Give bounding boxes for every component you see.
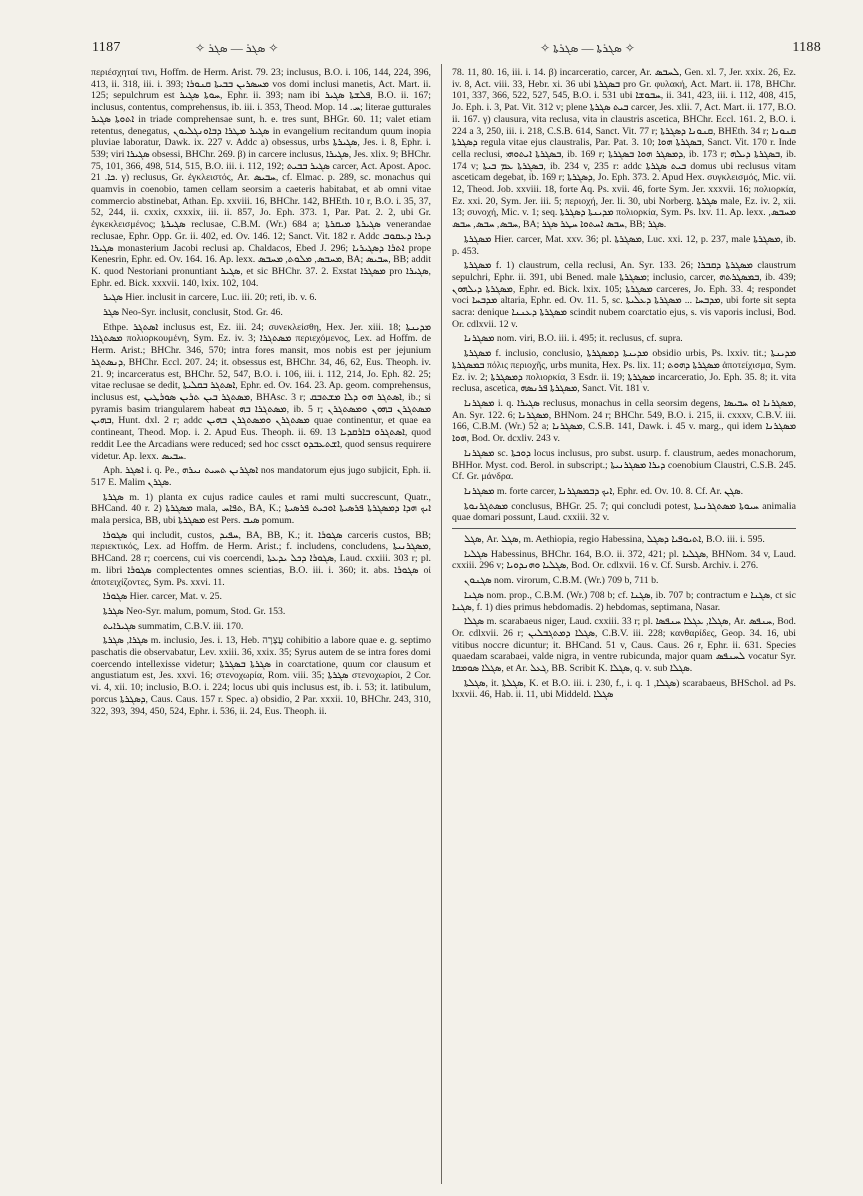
entry-paragraph: ܣܓܪܐ, ܣܓܪܬܐ m. inclusio, Jes. i. 13, Heb. עֲצָרָה cohibitio a labore quae e. g. septimo paschatis die observabatur, Lev. xxiii. 36, xxix. 35; Syrus autem de se intra fores domi coercendo intellexisse videtur; ܣܓܪܬܐ ܒܣܓܪܬܐ in coarctatione, quum cor clausum et angustiatum est, Jes. xxvi. 16; στενοχωρία, Rom. viii. 35; ܣܓܪܬܐ στενοχωρίοι, 2 Cor. vi. 4, xii. 10; inclusio, B.O. i. 224; locus ubi quis inclusus est, ib. i. 53; it. latibulum, porcus ܕܣܓܪܬܐ, Caus. Caus. 157 r. Spec. a) obsidio, 2 Par. xxxii. 10, BHChr. 243, 310, 322, 393, 394, 450, 524, Ephr. i. 536, ii. 24, Eus. Theoph. ii. bbox=[91, 635, 431, 717]
entry-paragraph: Ethpe. ܐܣܬܓܪ inclusus est, Ez. iii. 24; συνεκλείσθη, Hex. Jer. xiii. 18; ܡܕܝܢܬܐ ܡܣܬܓܪܐ πολιορκουμένη, Sym. Ez. iv. 3; ܡܣܬܓܪܐ περιεχόμενος, Lex. ad Hoffm. de Herm. Arist.; BHChr. 346, 570; intra fores mansit, mos nobis est per jejunium ܕܢܣܬܓܪ, BHChr. Eccl. 207. 24; it. obsessus est, BHChr. 34, 46, 62, Eus. Theoph. iv. 21. 9; incarceratus est, BHChr. 52, 547, B.O. i. 106, iii. i. 112, 214, Jo. Eph. 82. 25; vitae reclusae se dedit, ܐܣܬܓܪ ܒܩܠܝܬܐ, Ephr. ed. Ov. 164. 23. Ap. geom. comprehensus, inclusus est, ܡܣܬܓܪ ܒܝܢ ܬܪܝܢ ܣܘܪܛܝܢ, BHAsc. 3 r; ܐܣܬܓܪ ܗܘ ܕܠܐ ܡܫܬܒܩ, ib.; si pyramis basim triangularem habeat ܡܣܬܓܪܐ ܒܗ, ib. 5 r; ܡܣܬܓܪܢ ܒܗܘܢ ܘܡܣܬܓܪܢ ܒܗܝܢ, Hunt. dxl. 2 r; addc ܡܣܬܓܪܢ ܘܡܣܬܓܪܢ ܒܗܝܢ quae continentur, et quae ea contineant, Theod. Mop. i. 2. Apud Eus. Theoph. ii. 69. 13 ܐܣܬܓܪܘ ܒܐܪܩܕܝܐ, quod reddit Lee the Arcadians were reduced; sed hoc cssct ܐܫܬܥܒܕܘ, quod sensus requirere videtur. Ap. lexx. ܚܒܝܣ. bbox=[91, 321, 431, 462]
entry-paragraph: ܣܓܝܪ Hier. inclusit in carcere, Luc. iii. 20; reti, ib. v. 6. bbox=[103, 292, 317, 304]
entry-paragraph: ܡܣܓܪܢܐ m. forte carcer, ܐܝܟ ܕܒܡܣܓܪܢܐ, Ephr. ed. Ov. 10. 8. Cf. Ar. ܣܓܢ. bbox=[464, 485, 744, 497]
entry-paragraph: ܣܓܢܘܢ nom. virorum, C.B.M. (Wr.) 709 b, 711 b. bbox=[464, 575, 659, 587]
entry-paragraph: ܣܓܘܪܐ Hier. carcer, Mat. v. 25. bbox=[103, 591, 222, 603]
section-rule bbox=[452, 528, 796, 529]
entry-paragraph: ܣܓܪ Neo-Syr. inclusit, conclusit, Stod. Gr. 46. bbox=[103, 307, 283, 319]
entry-paragraph: 78. 11, 80. 16, iii. i. 14. β) incarceratio, carcer, Ar. ܠܚܒܣ, Gen. xl. 7, Jer. xxix. 26, Ez. iv. 8, Act. viii. 33, Hebr. xi. 36 ubi ܒܣܓܪܬܐ pro Gr. φυλακή, Act. Mart. ii. 178, BHChr. 101, 337, 366, 522, 527, 545, B.O. i. 531 ubi ܚܒܘܫܐ, ii. 341, 423, iii. i. 112, 408, 415, Jo. Eph. i. 3, Pat. Vit. 312 v; plene ܒܝܬ ܣܓܪܬܐ carcer, Jes. xlii. 7, Act. Mart. ii. 177, B.O. ii. 167. γ) clausura, vita reclusa, vita in claustris ascetica, BHChr. Eccl. 161. 2, B.O. i. 224 a 3, 250, iii. i. 218, C.S.B. 614, Sanct. Vit. 77 r; ܩܢܘܢܐ ܕܣܓܪܬܐ, BHEth. 34 r; ܩܢܘܢܐ ܕܣܓܪܬܐ regula vitae ejus claustralis, Par. Pat. 3. 10; ܒܣܓܪܬܐ ܗܘܐ, Sanct. Vit. 170 r. Inde cella reclusi, ܒܣܓܪܬܐ ܐܝܬܘܗܝ, ib. 169 r; ܕܡܣܓܪ ܗܘܐ ܒܣܓܪܬܐ, ib. 173 r; ܒܣܓܪܬܐ ܕܝܠܗ, ib. 174 v; ܒܣܓܪܬܐ ܥܡ ܒܝܬܐ, ib. 234 v, 235 r: addc ܒܝܬ ܣܓܪܬܐ domus ubi reclusus vitam asceticam degebat, ib. 169 r; ܕܣܓܪܬܐ, Jo. Eph. 373. 2. Apud Hex. συγκλεισμός, Mic. vii. 12, Theod. Job. xxviii. 18, forte Aq. Ps. xvii. 46, forte Sym. Jer. xxxvii. 16; πολιορκία, Ez. xxi. 20, Sym. Jer. iii. 5; περιοχή, Jer. li. 30, ubi Norberg. ܣܓܪܬܐ male, Ez. iv. 2, xii. 13; συνοχή, Mic. v. 1; seq. ܡܕܝܢܬܐ ܕܣܓܪܬܐ πολιορκία, Sym. Ps. lxv. 11. Ap. lexx. ܡܚܒܣ, ܚܒܣ, ܚܒܣ, ܚܒܣ, BA; ܚܒܣ ܐܚܬܘܐ ܚܛܪ ܣܓܪ, BB; ܣܓܪ. bbox=[452, 67, 796, 231]
running-headword-right: ✧ ܣܓܪܬܐ — ܣܓܪܬܐ ✧ bbox=[540, 41, 635, 55]
entry-paragraph: περιέσχηταί τινι, Hoffm. de Herm. Arist. 79. 23; inclusus, B.O. i. 106, 144, 224, 396, 413, ii. 318, iii. i. 393; ܡܚܣܪܝܢ ܒܒܝܬܐ ܩܢܘܪܐ vos domi inclusi manetis, Act. Mart. ii. 125; sepulchrum est ܚܘܬܐ ܣܓܝܪ, Ephr. ii. 393; nam ibi ܦܠܫܬܐ ܣܓܝܪ, B.O. ii. 167; inclusus, contentus, comprehensus, ib. iii. i. 353, Theod. Mop. ܚ. 14; literae gutturales ܐܬܘܬܐ ܣܓܝܪ in triade comprehensae sunt, h. e. tres sunt, BHGr. 60. 11; valet etiam retentus, denegatus, ܣܓܝܪ ܡܛܪܐ ܕܒܐܘܢܓܠܝܘܢ in evangelium recitandum quum inopia pluviae laboratur, Dawk. ix. 227 v. Addc a) obsessus, urbs ܣܓܝܪܬܐ, Jes. i. 8, Ephr. i. 539; viri ܣܓܝܪܐ obsessi, BHChr. 269. β) in carcere inclusus, ܣܓܝܪܐ, Jes. xlix. 9; BHChr. 75, 101, 366, 498, 514, 515, B.O. iii. i. 112, 192; ܣܓܝܪ ܒܒܝܬ carcer, Act. Apost. Apoc. ܟܐ. 21. γ) reclusus, Gr. ἐγκλειστός, Ar. ܚܒܝܣ, cf. Elmac. p. 289, sc. monachus qui quamvis in coenobio, tamen cellam seorsim a caeteris habitabat, et ab omni vitae commercio abstinebat, Athan. Ep. xxviii. 16, BHChr. 142, BHEth. 10 r, B.O. i. 35, 37, 52, 244, ii. cxxix, cxxxix, iii. ii. 857, Jo. Eph. 373. 1, Par. Pat. 2. 2, ubi Gr. ἐγκεκλεισμένος; ܣܓܝܪܬܐ reclusae, C.B.M. (Wr.) 684 a; ܣܓܝܪܬܐ ܡܝܩܪܬܐ venerandae reclusae, Ephr. Opp. Gr. ii. 402, ed. Ov. 146. 12; Sanct. Vit. 182 r. Addc ܕܝܪܐ ܕܥܩܘܒ ܣܓܝܪܐ monasterium Jacobi reclusi ap. Chaldacos, Ebed J. 296; ܐܬܪܐ ܕܣܓܝܪܝܐ prope Kenesrin, Ephr. ed. Ov. 164. 16. Ap. lexx. ܡܚܒܣ, ܡܠܘܬ, ܡܚܒܣ, BA; ܚܒܝܣ, BB; addit K. quod Nestoriani pronuntiant ܣܓܝܪ, et sic BHChr. 37. 2. Exstat ܡܣܓܪܐ pro ܣܓܝܪܐ, Ephr. ed. Bick. xxxvii. 140, lxix. 102, 104. bbox=[91, 67, 431, 289]
entry-paragraph: ܡܣܓܪܢܐ i. q. ܣܓܝܪܐ reclusus, monachus in cella seorsim degens, ܡܣܓܪܢܐ ܐܘ ܚܒܝܣܐ, An. Syr. 122. 6; ܡܣܓܪܢܐ, BHNom. 24 r; BHChr. 549, B.O. i. 215, ii. cxxxv, C.B.V. iii. 166, C.B.M. (Wr.) 52 a; ܡܣܓܪܢܐ, C.S.B. 141, Dawk. i. 45 v. marg., qui idem ܡܣܓܪܢܐ ܗܘܐ, Bod. Or. dcxliv. 243 v. bbox=[452, 397, 796, 445]
entry-paragraph: ܣܓܪܬܐ m. 1) planta ex cujus radice caules et rami multi succrescunt, Quatr., BHCand. 40 r. 2) ܡܣܓܪܬܐ mala, ܬܦܐܚ, BA, K.; ܐܝܟ ܗܕܐ ܕܡܣܓܪܬܐ ܦܪܣܝܬܐ ܐܘܟܝܬ ܦܪܣܝܬܐ mala persica, BB, ubi ܡܣܓܪܬܐ est Pers. ܣܝܒ pomum. bbox=[91, 491, 431, 527]
entry-paragraph: ܡܣܬܓܪܢܘܬܐ conclusus, BHGr. 25. 7; qui concludi potest, ܚܝܘܬܐ ܡܣܬܓܪܢܝܬܐ animalia quae domari possunt, Laud. cxxiii. 32 v. bbox=[452, 500, 796, 524]
entry-paragraph: ܣܓܠܬܐ, it. ܣܓܠܬܐ, K. et B.O. iii. i. 230, f., i. q. ܣܓܠܐ, 1) scarabaeus, BHSchol. ad Ps. lxxvii. 46, Hab. ii. 11, ubi Middeld. ܣܓܠܐ bbox=[452, 677, 796, 701]
entry-paragraph: ܣܓܠܐ m. scarabaeus niger, Laud. cxxiii. 33 r; pl. ܣܓܠܐ, ܥܓܠܐ ܚܢܦܣܐ, Ar. ܚܢܦܣ, Bod. Or. cdlxvii. 26 r; ܣܓܠܐ ܕܡܬܓܒܠܝܢ, C.B.V. iii. 228; κανθαρίδες, Geop. 34. 16, ubi vitibus noccre dicuntur; it. BHCand. 51 v, Caus. Caus. 26 r, Ephr. ii. 631. Species quaedam scarabaei, valde nigra, in ventre rubicunda, major quam ܠܚܢܦܣ vocatur Syr. ܣܓܠܐ ܣܘܡܩܐ, et Ar. ܓܥܠ, BB. Scribit K. ܣܓܠܐ, q. v. sub ܣܓܠܐ. bbox=[452, 616, 796, 675]
entry-paragraph: Aph. ܐܣܓܪ i. q. Pe., ܐܣܓܪܢܢ ܬܚܝܬ ܢܝܪܗ nos mandatorum ejus jugo subjicit, Eph. ii. 517 E. Malim ܣܓܪܢ. bbox=[91, 465, 431, 488]
entry-paragraph: ܡܣܓܪܬܐ f. inclusio, conclusio, ܡܕܝܢܬܐ ܕܡܣܓܪܬܐ obsidio urbis, Ps. lxxiv. tit.; ܡܕܝܢܬܐ ܒܡܣܓܪܬܐ πόλις περιοχῆς, urbs munita, Hex. Ps. lix. 11; ܡܣܓܪܬܐ ܕܗܘܬ ἀποτείχισμα, Sym. Ez. iv. 2; ܕܡܣܓܪܬܐ πολιορκία, 3 Esdr. ii. 19; ܡܣܓܪܬܐ incarceratio, Jo. Eph. 35. 8; it. vita reclusa, ascetica, ܡܣܓܪܬܐ ܦܪܢܣܗ, Sanct. Vit. 181 v. bbox=[452, 348, 796, 395]
running-headword-left: ✧ ܣܓܪ — ܣܓܪ ✧ bbox=[195, 41, 279, 55]
entry-paragraph: ܣܓܠ, Ar. ܣܓܠ, m. Aethiopia, regio Habessina, ܐܬܝܘܦܝܐ ܕܣܓܠ, B.O. iii. i. 595. bbox=[464, 534, 765, 546]
entry-paragraph: ܡܣܓܪܢܐ nom. viri, B.O. iii. i. 495; it. reclusus, cf. supra. bbox=[464, 333, 683, 345]
entry-paragraph: ܣܓܘܪܐ qui includit, custos, ܚܦܝܕ, BA, BB, K.; it. ܣܓܘܪܐ carceris custos, BB; περιεκτικός, Lex. ad Hoffm. de Herm. Arist.; f. includens, concludens, ܡܣܓܪܢܝܬܐ, BHCand. 28 r; coercens, cui vis coercendi, ܣܓܘܪܐ ܕܟܠ ܝܕܥܬܐ, Laud. cxxiii. 303 r; pl. m. libri ܣܓܘܪܐ complectentes omnes scientias, B.O. iii. i. 360; it. abs. ܣܓܘܪܐ οἱ ἀποτειχίζοντες, Sym. Ps. xxvi. 11. bbox=[91, 529, 431, 588]
entry-paragraph: ܣܓܠܝܐ Habessinus, BHChr. 164, B.O. ii. 372, 421; pl. ܣܓܠܝܐ, BHNom. 34 v, Laud. cxxiii. 296 v; ܣܓܠܝܐ ܘܗܢܕܘܝܐ, Bod. Or. cdlxvii. 16 v. Cf. Sursb. Archiv. i. 276. bbox=[452, 548, 796, 572]
column-divider bbox=[441, 64, 442, 1184]
entry-paragraph: ܡܣܓܪܬܐ Hier. carcer, Mat. xxv. 36; pl. ܡܣܓܪܬܐ, Luc. xxi. 12, p. 237, male ܡܣܓܪܬܐ, ib. p. 453. bbox=[452, 233, 796, 257]
entry-paragraph: ܣܓܢܐ nom. prop., C.B.M. (Wr.) 708 b; cf. ܣܓܢܐ, ib. 707 b; contractum e ܣܓܢܐ, ct sic ܣܓܢܐ, f. 1) dies primus hebdomadis. 2) hebdomas, septimana, Nasar. bbox=[452, 589, 796, 613]
entry-paragraph: ܡܣܓܪܢܐ sc. ܕܘܟܬܐ locus inclusus, pro subst. usurp. f. claustrum, aedes monachorum, BHHor. Myst. cod. Berol. in subscript.; ܕܝܪܐ ܡܣܓܪܢܝܬܐ coenobium Claustri, C.S.B. 245. Cf. Gr. μάνδρα. bbox=[452, 447, 796, 483]
entry-paragraph: ܣܓܝܪܐܝܬ summatim, C.B.V. iii. 170. bbox=[103, 620, 244, 632]
right-column bbox=[452, 67, 796, 1182]
page-header bbox=[0, 0, 863, 62]
page-number-right: 1188 bbox=[792, 40, 821, 55]
entry-paragraph: ܡܣܓܪܬܐ f. 1) claustrum, cella reclusi, An. Syr. 133. 26; ܡܣܓܪܬܐ ܕܩܒܪܐ claustrum sepulchri, Ephr. ii. 391, ubi Bened. male ܡܣܓܪܬܐ; inclusio, carcer, ܒܡܣܓܪܬܗ, ib. 439; ܡܣܓܪܬܐ ܕܝܠܗܘܢ, Ephr. ed. Bick. lxix. 105; ܡܣܓܪܬܐ carceres, Jo. Eph. 33. 4; respondet voci ܡܕܒܚܐ altaria, Ephr. ed. Ov. 11. 5, sc. ܡܕܒܚܐ ... ܡܣܓܪܬܐ ܕܥܠܝܬܐ, ubi forte sit septa sacra: denique ܡܣܓܪܬܐ ܕܥܢܢܐ scindit nubem coarctatio ejus, s. vis vaporis inclusi, Bod. Or. cdlxvii. 12 v. bbox=[452, 260, 796, 330]
left-column bbox=[91, 67, 431, 1182]
entry-paragraph: ܣܓܪܬܐ Neo-Syr. malum, pomum, Stod. Gr. 153. bbox=[103, 605, 286, 617]
page-number-left: 1187 bbox=[92, 40, 121, 55]
